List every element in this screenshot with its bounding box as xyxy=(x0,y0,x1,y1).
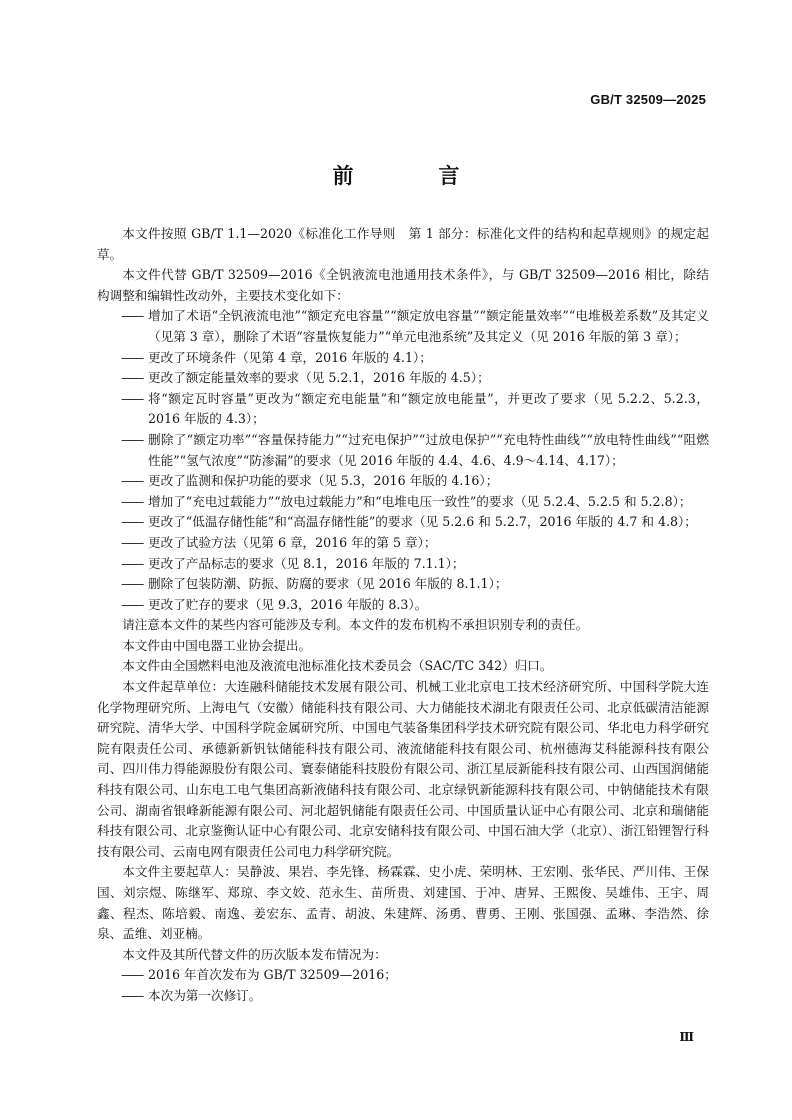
list-item xyxy=(97,306,709,347)
standard-code: GB/T 32509—2025 xyxy=(590,92,706,107)
list-item-text: 增加了“充电过载能力”“放电过载能力”和“电堆电压一致性”的要求（见 5.2.4、5.2.5 和 5.2.8）； xyxy=(148,493,692,509)
list-item xyxy=(97,492,709,513)
list-item xyxy=(97,348,709,369)
dash-marker: —— xyxy=(121,390,143,406)
list-item xyxy=(97,574,709,595)
list-item-text: 更改了试验方法（见第 6 章，2016 年的第 5 章）； xyxy=(148,534,437,550)
list-item-text: 增加了术语“全钒液流电池”“额定充电容量”“额定放电容量”“额定能量效率”“电堆极差系数”及其定义（见第 3 章），删除了术语“容量恢复能力”“单元电池系统”及其定义（见 2016 年版的第 3 章）； xyxy=(148,308,709,344)
dash-marker: —— xyxy=(121,370,143,386)
list-item xyxy=(97,554,709,575)
list-item xyxy=(97,389,709,430)
dash-marker: —— xyxy=(121,431,143,447)
dash-marker: —— xyxy=(121,473,143,489)
list-item-text: 更改了产品标志的要求（见 8.1，2016 年版的 7.1.1）； xyxy=(148,555,465,571)
list-item xyxy=(97,965,709,986)
list-item xyxy=(97,986,709,1007)
list-item-text: 更改了环境条件（见第 4 章，2016 年版的 4.1）； xyxy=(148,349,432,365)
list-item-text: 2016 年首次发布为 GB/T 32509—2016； xyxy=(148,967,397,983)
dash-marker: —— xyxy=(121,514,143,530)
drafting-organizations: 本文件起草单位：大连融科储能技术发展有限公司、机械工业北京电工技术经济研究所、中国科学院大连化学物理研究所、上海电气（安徽）储能科技有限公司、大力储能技术湖北有限责任公司、北京低碳清洁能源研究院、清华大学、中国科学院金属研究所、中国电气装备集团科学技术研究院有限公司、华北电力科学研究院有限责任公司、承德新新钒钛储能科技有限公司、液流储能科技有限公司、杭州德海艾科能源科技有限公司、四川伟力得能源股份有限公司、寰泰储能科技股份有限公司、浙江星辰新能科技有限公司、山西国润储能科技有限公司、山东电工电气集团高新液储科技有限公司、北京绿钒新能源科技有限公司、中钠储能技术有限公司、湖南省银峰新能源有限公司、河北超钒储能有限责任公司、中国质量认证中心有限公司、北京和瑞储能科技有限公司、北京鉴衡认证中心有限公司、北京安储科技有限公司、中国石油大学（北京）、浙江铅锂智行科技有限公司、云南电网有限责任公司电力科学研究院。 xyxy=(97,679,709,859)
dash-marker: —— xyxy=(121,987,143,1003)
dash-marker: —— xyxy=(121,493,143,509)
dash-marker: —— xyxy=(121,967,143,983)
list-item-text: 删除了包装防潮、防振、防腐的要求（见 2016 年版的 8.1.1）； xyxy=(148,576,508,592)
paragraph: 本文件代替 GB/T 32509—2016《全钒液流电池通用技术条件》，与 GB/T 32509—2016 相比，除结构调整和编辑性改动外，主要技术变化如下： xyxy=(97,267,709,303)
page-number: Ⅲ xyxy=(679,1030,694,1044)
list-item-text: 将“额定瓦时容量”更改为“额定充电能量”和“额定放电能量”，并更改了要求（见 5.2.2、5.2.3，2016 年版的 4.3）； xyxy=(148,390,709,427)
list-item-text: 本次为第一次修订。 xyxy=(148,987,262,1003)
dash-marker: —— xyxy=(121,596,143,612)
list-item-text: 删除了“额定功率”“容量保持能力”“过充电保护”“过放电保护”“充电特性曲线”“放电特性曲线”“阻燃性能”“氢气浓度”“防渗漏”的要求（见 2016 年版的 4.4、4.6、4.9～4.14、4.17）； xyxy=(148,431,709,468)
document-body xyxy=(97,224,709,1007)
proposer-statement: 本文件由中国电器工业协会提出。 xyxy=(122,637,312,653)
list-item xyxy=(97,471,709,492)
paragraph: 本文件按照 GB/T 1.1—2020《标准化工作导则 第 1 部分：标准化文件的结构和起草规则》的规定起草。 xyxy=(97,226,709,262)
dash-marker: —— xyxy=(121,555,143,571)
history-list xyxy=(97,965,709,1006)
list-item xyxy=(97,595,709,616)
list-item xyxy=(97,430,709,471)
list-item xyxy=(97,533,709,554)
dash-marker: —— xyxy=(121,534,143,550)
dash-marker: —— xyxy=(121,576,143,592)
patent-notice: 请注意本文件的某些内容可能涉及专利。本文件的发布机构不承担识别专利的责任。 xyxy=(122,617,589,633)
dash-marker: —— xyxy=(121,308,143,324)
history-intro: 本文件及其所代替文件的历次版本发布情况为： xyxy=(122,946,387,962)
list-item xyxy=(97,512,709,533)
dash-marker: —— xyxy=(121,349,143,365)
drafting-persons: 本文件主要起草人：吴静波、果岩、李先锋、杨霖霖、史小虎、荣明林、王宏刚、张华民、严川伟、王保国、刘宗煜、陈继军、郑琼、李文姣、范永生、苗所贵、刘建国、于冲、唐昇、王熙俊、吴雄伟、王宇、周鑫、程杰、陈培毅、南逸、姜宏东、孟青、胡波、朱建辉、汤勇、曹勇、王刚、张国强、孟琳、李浩然、徐泉、孟维、刘亚楠。 xyxy=(97,864,709,942)
list-item-text: 更改了额定能量效率的要求（见 5.2.1，2016 年版的 4.5）； xyxy=(148,370,490,386)
list-item xyxy=(97,368,709,389)
changes-list xyxy=(97,306,709,615)
page-title: 前 言 xyxy=(332,164,492,188)
list-item-text: 更改了监测和保护功能的要求（见 5.3，2016 年版的 4.16）； xyxy=(148,473,499,489)
list-item-text: 更改了“低温存储性能”和“高温存储性能”的要求（见 5.2.6 和 5.2.7，2016 年版的 4.7 和 4.8）； xyxy=(148,514,697,530)
list-item-text: 更改了贮存的要求（见 9.3，2016 年版的 8.3）。 xyxy=(148,596,428,612)
committee-statement: 本文件由全国燃料电池及液流电池标准化技术委员会（SAC/TC 342）归口。 xyxy=(122,658,553,674)
